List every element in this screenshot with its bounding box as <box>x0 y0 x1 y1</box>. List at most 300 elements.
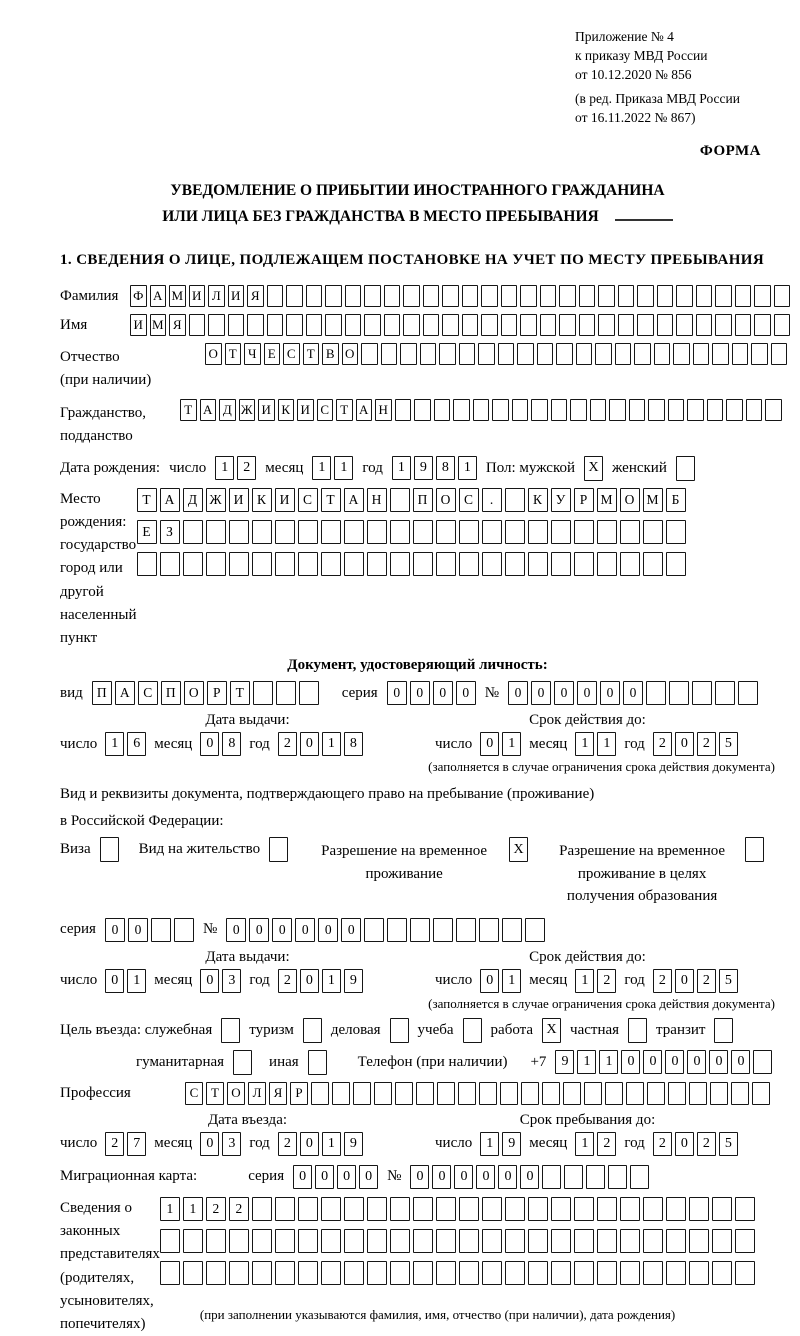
char-cell[interactable] <box>267 285 284 307</box>
char-cell[interactable]: 1 <box>312 456 331 480</box>
char-cell[interactable] <box>390 488 410 512</box>
char-cell[interactable] <box>479 918 499 942</box>
char-cell[interactable] <box>321 1261 341 1285</box>
char-cell[interactable]: 1 <box>183 1197 203 1221</box>
char-cell[interactable] <box>228 314 245 336</box>
char-cell[interactable] <box>325 285 342 307</box>
char-cell[interactable] <box>676 314 693 336</box>
char-cell[interactable] <box>605 1082 623 1105</box>
char-cell[interactable]: Б <box>666 488 686 512</box>
char-cell[interactable] <box>774 314 791 336</box>
char-cell[interactable] <box>183 1229 203 1253</box>
char-cell[interactable] <box>453 399 470 421</box>
char-cell[interactable] <box>344 520 364 544</box>
char-cell[interactable] <box>298 1229 318 1253</box>
char-cell[interactable]: 0 <box>410 681 430 705</box>
char-cell[interactable]: 0 <box>498 1165 517 1189</box>
char-cell[interactable]: И <box>189 285 206 307</box>
char-cell[interactable] <box>707 399 724 421</box>
char-cell[interactable] <box>643 552 663 576</box>
char-cell[interactable]: С <box>138 681 158 705</box>
char-cell[interactable] <box>597 520 617 544</box>
purpose-study-checkbox[interactable] <box>463 1018 482 1043</box>
char-cell[interactable]: 0 <box>300 1132 319 1156</box>
char-cell[interactable] <box>735 1197 755 1221</box>
char-cell[interactable] <box>400 343 417 365</box>
char-cell[interactable] <box>735 285 752 307</box>
char-cell[interactable] <box>731 1082 749 1105</box>
char-cell[interactable] <box>247 314 264 336</box>
char-cell[interactable] <box>229 552 249 576</box>
char-cell[interactable] <box>579 314 596 336</box>
char-cell[interactable]: П <box>161 681 181 705</box>
char-cell[interactable]: 0 <box>105 969 124 993</box>
char-cell[interactable] <box>390 520 410 544</box>
char-cell[interactable] <box>551 1197 571 1221</box>
char-cell[interactable] <box>501 285 518 307</box>
char-cell[interactable] <box>570 399 587 421</box>
char-cell[interactable] <box>275 1197 295 1221</box>
char-cell[interactable] <box>774 285 791 307</box>
char-cell[interactable] <box>353 1082 371 1105</box>
char-cell[interactable] <box>590 399 607 421</box>
char-cell[interactable] <box>276 681 296 705</box>
char-cell[interactable] <box>505 1261 525 1285</box>
char-cell[interactable]: И <box>229 488 249 512</box>
char-cell[interactable] <box>436 1197 456 1221</box>
char-cell[interactable] <box>528 1229 548 1253</box>
char-cell[interactable] <box>436 1261 456 1285</box>
char-cell[interactable] <box>505 488 525 512</box>
char-cell[interactable] <box>525 918 545 942</box>
char-cell[interactable]: Ж <box>206 488 226 512</box>
char-cell[interactable]: П <box>413 488 433 512</box>
char-cell[interactable] <box>442 314 459 336</box>
char-cell[interactable] <box>637 314 654 336</box>
char-cell[interactable] <box>160 552 180 576</box>
char-cell[interactable] <box>615 343 632 365</box>
char-cell[interactable] <box>413 552 433 576</box>
char-cell[interactable] <box>726 399 743 421</box>
char-cell[interactable]: 1 <box>322 969 341 993</box>
purpose-transit-checkbox[interactable] <box>714 1018 733 1043</box>
char-cell[interactable]: 0 <box>359 1165 378 1189</box>
char-cell[interactable] <box>442 285 459 307</box>
char-cell[interactable] <box>364 918 384 942</box>
char-cell[interactable] <box>598 285 615 307</box>
char-cell[interactable] <box>620 1261 640 1285</box>
char-cell[interactable] <box>344 1229 364 1253</box>
char-cell[interactable] <box>710 1082 728 1105</box>
purpose-work-checkbox[interactable]: X <box>542 1018 561 1043</box>
char-cell[interactable] <box>556 343 573 365</box>
char-cell[interactable]: Р <box>574 488 594 512</box>
char-cell[interactable] <box>299 681 319 705</box>
purpose-tourism-checkbox[interactable] <box>303 1018 322 1043</box>
char-cell[interactable] <box>410 918 430 942</box>
char-cell[interactable]: М <box>597 488 617 512</box>
char-cell[interactable]: 1 <box>127 969 146 993</box>
char-cell[interactable] <box>384 314 401 336</box>
char-cell[interactable]: 0 <box>105 918 125 942</box>
char-cell[interactable]: Т <box>336 399 353 421</box>
char-cell[interactable] <box>666 1261 686 1285</box>
char-cell[interactable] <box>459 1229 479 1253</box>
char-cell[interactable] <box>579 285 596 307</box>
char-cell[interactable]: И <box>130 314 147 336</box>
char-cell[interactable] <box>275 1229 295 1253</box>
char-cell[interactable] <box>413 1261 433 1285</box>
char-cell[interactable] <box>434 399 451 421</box>
char-cell[interactable] <box>462 285 479 307</box>
char-cell[interactable] <box>395 399 412 421</box>
char-cell[interactable] <box>620 1229 640 1253</box>
purpose-other-checkbox[interactable] <box>308 1050 327 1075</box>
char-cell[interactable]: 2 <box>206 1197 226 1221</box>
char-cell[interactable] <box>512 399 529 421</box>
char-cell[interactable] <box>252 1229 272 1253</box>
char-cell[interactable] <box>458 1082 476 1105</box>
char-cell[interactable] <box>364 314 381 336</box>
char-cell[interactable]: 0 <box>315 1165 334 1189</box>
temp-residence-checkbox[interactable]: X <box>509 837 528 862</box>
char-cell[interactable]: Н <box>375 399 392 421</box>
char-cell[interactable] <box>206 520 226 544</box>
char-cell[interactable] <box>738 681 758 705</box>
char-cell[interactable] <box>344 1197 364 1221</box>
char-cell[interactable] <box>574 552 594 576</box>
char-cell[interactable] <box>387 918 407 942</box>
char-cell[interactable] <box>361 343 378 365</box>
char-cell[interactable] <box>586 1165 605 1189</box>
char-cell[interactable] <box>637 285 654 307</box>
char-cell[interactable]: И <box>297 399 314 421</box>
char-cell[interactable]: Т <box>321 488 341 512</box>
char-cell[interactable]: 0 <box>709 1050 728 1074</box>
char-cell[interactable] <box>648 399 665 421</box>
char-cell[interactable] <box>551 1229 571 1253</box>
char-cell[interactable] <box>439 343 456 365</box>
char-cell[interactable] <box>505 552 525 576</box>
char-cell[interactable] <box>479 1082 497 1105</box>
char-cell[interactable]: 1 <box>575 969 594 993</box>
char-cell[interactable]: 0 <box>295 918 315 942</box>
char-cell[interactable] <box>657 314 674 336</box>
purpose-business-checkbox[interactable] <box>390 1018 409 1043</box>
char-cell[interactable]: А <box>356 399 373 421</box>
char-cell[interactable] <box>712 343 729 365</box>
char-cell[interactable]: 0 <box>200 969 219 993</box>
char-cell[interactable]: 1 <box>458 456 477 480</box>
char-cell[interactable]: Д <box>183 488 203 512</box>
char-cell[interactable] <box>608 1165 627 1189</box>
char-cell[interactable]: 0 <box>731 1050 750 1074</box>
char-cell[interactable]: 0 <box>128 918 148 942</box>
char-cell[interactable]: У <box>551 488 571 512</box>
char-cell[interactable]: 0 <box>293 1165 312 1189</box>
char-cell[interactable] <box>286 314 303 336</box>
char-cell[interactable]: 5 <box>719 1132 738 1156</box>
char-cell[interactable] <box>306 285 323 307</box>
char-cell[interactable] <box>252 552 272 576</box>
char-cell[interactable] <box>459 1197 479 1221</box>
char-cell[interactable]: К <box>528 488 548 512</box>
char-cell[interactable] <box>715 314 732 336</box>
char-cell[interactable]: 0 <box>341 918 361 942</box>
char-cell[interactable]: 1 <box>575 1132 594 1156</box>
char-cell[interactable] <box>531 399 548 421</box>
char-cell[interactable] <box>666 1229 686 1253</box>
visa-checkbox[interactable] <box>100 837 119 862</box>
residence-permit-checkbox[interactable] <box>269 837 288 862</box>
char-cell[interactable] <box>462 314 479 336</box>
char-cell[interactable] <box>528 1261 548 1285</box>
char-cell[interactable]: 0 <box>531 681 551 705</box>
char-cell[interactable] <box>712 1229 732 1253</box>
char-cell[interactable] <box>403 314 420 336</box>
char-cell[interactable]: 0 <box>643 1050 662 1074</box>
char-cell[interactable]: М <box>643 488 663 512</box>
char-cell[interactable] <box>559 314 576 336</box>
char-cell[interactable]: 2 <box>105 1132 124 1156</box>
char-cell[interactable]: 6 <box>127 732 146 756</box>
char-cell[interactable] <box>208 314 225 336</box>
char-cell[interactable] <box>574 1197 594 1221</box>
char-cell[interactable]: 0 <box>480 732 499 756</box>
char-cell[interactable]: 0 <box>520 1165 539 1189</box>
char-cell[interactable] <box>584 1082 602 1105</box>
char-cell[interactable] <box>666 1197 686 1221</box>
purpose-official-checkbox[interactable] <box>221 1018 240 1043</box>
char-cell[interactable]: 0 <box>675 1132 694 1156</box>
char-cell[interactable] <box>482 520 502 544</box>
char-cell[interactable] <box>298 552 318 576</box>
char-cell[interactable] <box>423 285 440 307</box>
char-cell[interactable] <box>189 314 206 336</box>
char-cell[interactable]: П <box>92 681 112 705</box>
char-cell[interactable] <box>478 343 495 365</box>
char-cell[interactable] <box>390 1261 410 1285</box>
char-cell[interactable] <box>390 1197 410 1221</box>
char-cell[interactable] <box>183 520 203 544</box>
char-cell[interactable] <box>481 314 498 336</box>
char-cell[interactable] <box>647 1082 665 1105</box>
char-cell[interactable] <box>367 1197 387 1221</box>
char-cell[interactable]: 0 <box>387 681 407 705</box>
char-cell[interactable]: 0 <box>456 681 476 705</box>
char-cell[interactable] <box>459 520 479 544</box>
char-cell[interactable] <box>735 1229 755 1253</box>
char-cell[interactable] <box>298 1197 318 1221</box>
char-cell[interactable] <box>597 552 617 576</box>
char-cell[interactable] <box>689 1261 709 1285</box>
char-cell[interactable] <box>643 1261 663 1285</box>
char-cell[interactable] <box>753 1050 772 1074</box>
char-cell[interactable]: Р <box>207 681 227 705</box>
char-cell[interactable]: О <box>205 343 222 365</box>
char-cell[interactable]: Д <box>219 399 236 421</box>
char-cell[interactable] <box>595 343 612 365</box>
char-cell[interactable]: О <box>342 343 359 365</box>
char-cell[interactable] <box>482 552 502 576</box>
char-cell[interactable]: 0 <box>337 1165 356 1189</box>
char-cell[interactable] <box>253 681 273 705</box>
char-cell[interactable] <box>473 399 490 421</box>
char-cell[interactable] <box>689 1229 709 1253</box>
char-cell[interactable]: 1 <box>105 732 124 756</box>
char-cell[interactable] <box>364 285 381 307</box>
char-cell[interactable] <box>654 343 671 365</box>
char-cell[interactable] <box>668 1082 686 1105</box>
char-cell[interactable] <box>620 1197 640 1221</box>
char-cell[interactable]: Ж <box>239 399 256 421</box>
char-cell[interactable] <box>344 552 364 576</box>
char-cell[interactable]: Ф <box>130 285 147 307</box>
char-cell[interactable] <box>668 399 685 421</box>
char-cell[interactable] <box>643 520 663 544</box>
char-cell[interactable] <box>574 1229 594 1253</box>
char-cell[interactable]: С <box>298 488 318 512</box>
char-cell[interactable]: 1 <box>322 1132 341 1156</box>
char-cell[interactable]: С <box>283 343 300 365</box>
char-cell[interactable] <box>367 552 387 576</box>
char-cell[interactable] <box>502 918 522 942</box>
char-cell[interactable]: В <box>322 343 339 365</box>
char-cell[interactable] <box>505 1229 525 1253</box>
char-cell[interactable] <box>620 552 640 576</box>
char-cell[interactable] <box>666 520 686 544</box>
char-cell[interactable] <box>537 343 554 365</box>
char-cell[interactable]: 9 <box>502 1132 521 1156</box>
char-cell[interactable]: А <box>115 681 135 705</box>
char-cell[interactable] <box>414 399 431 421</box>
char-cell[interactable]: 8 <box>436 456 455 480</box>
sex-female-checkbox[interactable] <box>676 456 695 481</box>
char-cell[interactable]: Я <box>247 285 264 307</box>
char-cell[interactable]: 2 <box>597 969 616 993</box>
char-cell[interactable] <box>692 681 712 705</box>
char-cell[interactable]: 5 <box>719 969 738 993</box>
char-cell[interactable] <box>298 520 318 544</box>
char-cell[interactable]: 1 <box>215 456 234 480</box>
char-cell[interactable] <box>321 1197 341 1221</box>
char-cell[interactable]: А <box>150 285 167 307</box>
char-cell[interactable]: . <box>482 488 502 512</box>
char-cell[interactable] <box>482 1197 502 1221</box>
char-cell[interactable]: 1 <box>480 1132 499 1156</box>
char-cell[interactable]: 2 <box>237 456 256 480</box>
char-cell[interactable]: 0 <box>432 1165 451 1189</box>
char-cell[interactable] <box>433 918 453 942</box>
char-cell[interactable]: 2 <box>697 1132 716 1156</box>
char-cell[interactable] <box>609 399 626 421</box>
char-cell[interactable] <box>416 1082 434 1105</box>
char-cell[interactable]: 1 <box>334 456 353 480</box>
char-cell[interactable]: 2 <box>653 969 672 993</box>
char-cell[interactable]: 8 <box>222 732 241 756</box>
char-cell[interactable] <box>669 681 689 705</box>
char-cell[interactable]: 1 <box>392 456 411 480</box>
char-cell[interactable] <box>498 343 515 365</box>
char-cell[interactable] <box>657 285 674 307</box>
char-cell[interactable]: Е <box>264 343 281 365</box>
char-cell[interactable]: С <box>459 488 479 512</box>
char-cell[interactable] <box>321 552 341 576</box>
char-cell[interactable] <box>696 314 713 336</box>
char-cell[interactable]: 0 <box>272 918 292 942</box>
char-cell[interactable] <box>751 343 768 365</box>
char-cell[interactable]: О <box>227 1082 245 1105</box>
char-cell[interactable] <box>403 285 420 307</box>
char-cell[interactable]: 2 <box>697 732 716 756</box>
char-cell[interactable]: 0 <box>476 1165 495 1189</box>
char-cell[interactable]: Т <box>180 399 197 421</box>
char-cell[interactable]: 1 <box>577 1050 596 1074</box>
char-cell[interactable] <box>437 1082 455 1105</box>
char-cell[interactable]: Т <box>230 681 250 705</box>
char-cell[interactable]: И <box>258 399 275 421</box>
char-cell[interactable] <box>332 1082 350 1105</box>
char-cell[interactable] <box>629 399 646 421</box>
char-cell[interactable] <box>206 1229 226 1253</box>
char-cell[interactable]: 0 <box>249 918 269 942</box>
char-cell[interactable]: 0 <box>554 681 574 705</box>
char-cell[interactable]: 0 <box>600 681 620 705</box>
char-cell[interactable] <box>252 520 272 544</box>
char-cell[interactable] <box>395 1082 413 1105</box>
char-cell[interactable]: 9 <box>344 969 363 993</box>
char-cell[interactable] <box>321 520 341 544</box>
char-cell[interactable] <box>482 1261 502 1285</box>
char-cell[interactable]: Н <box>367 488 387 512</box>
char-cell[interactable]: А <box>200 399 217 421</box>
char-cell[interactable] <box>174 918 194 942</box>
char-cell[interactable] <box>715 681 735 705</box>
char-cell[interactable] <box>754 285 771 307</box>
char-cell[interactable]: С <box>317 399 334 421</box>
char-cell[interactable] <box>597 1197 617 1221</box>
char-cell[interactable]: 0 <box>687 1050 706 1074</box>
char-cell[interactable] <box>423 314 440 336</box>
char-cell[interactable] <box>390 552 410 576</box>
char-cell[interactable] <box>482 1229 502 1253</box>
char-cell[interactable]: Р <box>290 1082 308 1105</box>
char-cell[interactable]: 1 <box>322 732 341 756</box>
char-cell[interactable]: О <box>620 488 640 512</box>
char-cell[interactable]: О <box>184 681 204 705</box>
char-cell[interactable] <box>501 314 518 336</box>
char-cell[interactable] <box>311 1082 329 1105</box>
char-cell[interactable] <box>325 314 342 336</box>
char-cell[interactable] <box>229 520 249 544</box>
char-cell[interactable]: 0 <box>480 969 499 993</box>
char-cell[interactable]: А <box>344 488 364 512</box>
char-cell[interactable] <box>436 520 456 544</box>
char-cell[interactable]: 9 <box>555 1050 574 1074</box>
char-cell[interactable] <box>687 399 704 421</box>
char-cell[interactable]: И <box>228 285 245 307</box>
char-cell[interactable] <box>492 399 509 421</box>
char-cell[interactable] <box>626 1082 644 1105</box>
char-cell[interactable]: К <box>278 399 295 421</box>
char-cell[interactable]: 9 <box>414 456 433 480</box>
char-cell[interactable] <box>367 1261 387 1285</box>
char-cell[interactable]: 0 <box>300 969 319 993</box>
char-cell[interactable] <box>374 1082 392 1105</box>
char-cell[interactable] <box>574 520 594 544</box>
sex-male-checkbox[interactable]: X <box>584 456 603 481</box>
char-cell[interactable] <box>542 1082 560 1105</box>
